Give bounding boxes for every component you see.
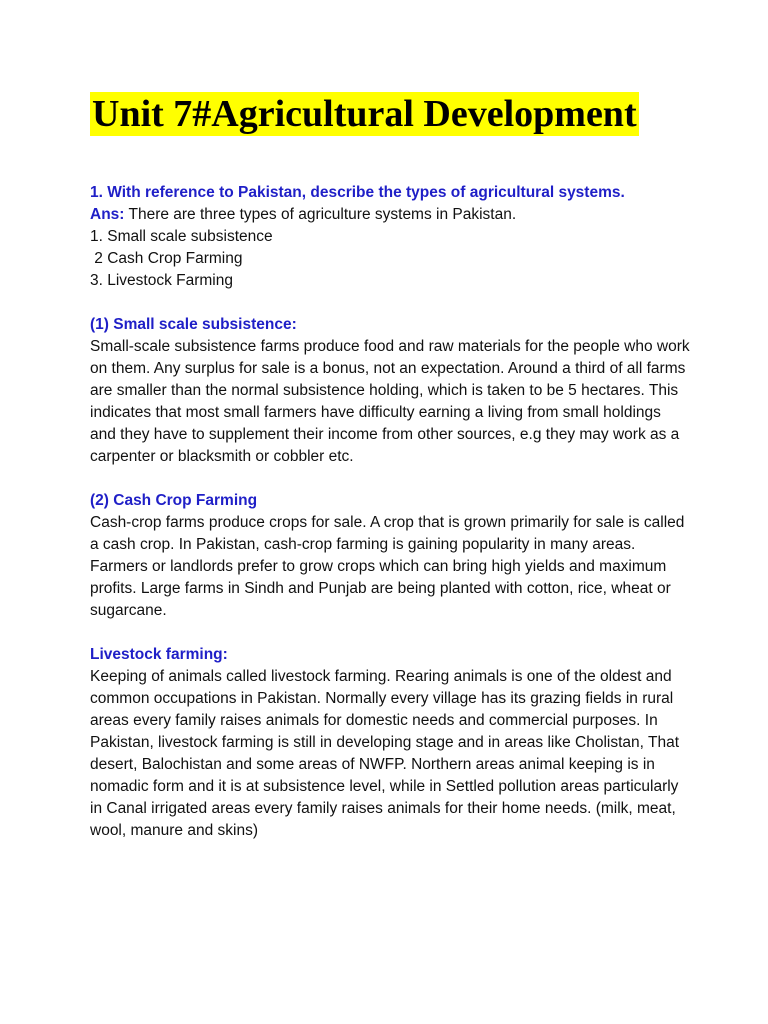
spacer	[90, 292, 690, 314]
title-container	[90, 92, 690, 136]
list-item: 2 Cash Crop Farming	[90, 250, 243, 267]
question-text: 1. With reference to Pakistan, describe the types of agricultural systems.	[90, 184, 625, 201]
spacer	[90, 468, 690, 490]
section-heading-small-scale: (1) Small scale subsistence:	[90, 316, 297, 333]
document-page	[90, 92, 690, 842]
answer-paragraph	[90, 204, 690, 226]
section-heading-livestock: Livestock farming:	[90, 646, 228, 663]
list-item: 1. Small scale subsistence	[90, 228, 273, 245]
page-title: Unit 7#Agricultural Development	[92, 93, 637, 135]
section-body-cash-crop: Cash-crop farms produce crops for sale. A crop that is grown primarily for sale is called a cash crop. In Pakistan, cash-crop farming is gaining popularity in many areas. Farmers or landlords prefer to grow crops which can bring high yields and maximum profits. Large farms in Sindh and Punjab are being planted with cotton, rice, wheat or sugarcane.	[90, 514, 685, 619]
list-item: 3. Livestock Farming	[90, 272, 233, 289]
answer-label: Ans:	[90, 206, 125, 223]
section-heading-cash-crop: (2) Cash Crop Farming	[90, 492, 258, 509]
section-body-small-scale: Small-scale subsistence farms produce food and raw materials for the people who work on them. Any surplus for sale is a bonus, not an expectation. Around a third of all farms are smaller than the normal subsistence holding, which is taken to be 5 hectares. This indicates that most small farmers have difficulty earning a living from small holdings and they have to supplement their income from other sources, e.g they may work as a carpenter or blacksmith or cobbler etc.	[90, 338, 690, 465]
spacer	[90, 622, 690, 644]
section-body-livestock: Keeping of animals called livestock farming. Rearing animals is one of the oldest and common occupations in Pakistan. Normally every village has its grazing fields in rural areas every family raises animals for domestic needs and commercial purposes. In Pakistan, livestock farming is still in developing stage and in areas like Cholistan, That desert, Balochistan and some areas of NWFP. Northern areas animal keeping is in nomadic form and it is at subsistence level, while in Settled pollution areas particularly in Canal irrigated areas every family raises animals for their home needs. (milk, meat, wool, manure and skins)	[90, 668, 680, 839]
answer-text: There are three types of agriculture systems in Pakistan.	[124, 206, 517, 223]
